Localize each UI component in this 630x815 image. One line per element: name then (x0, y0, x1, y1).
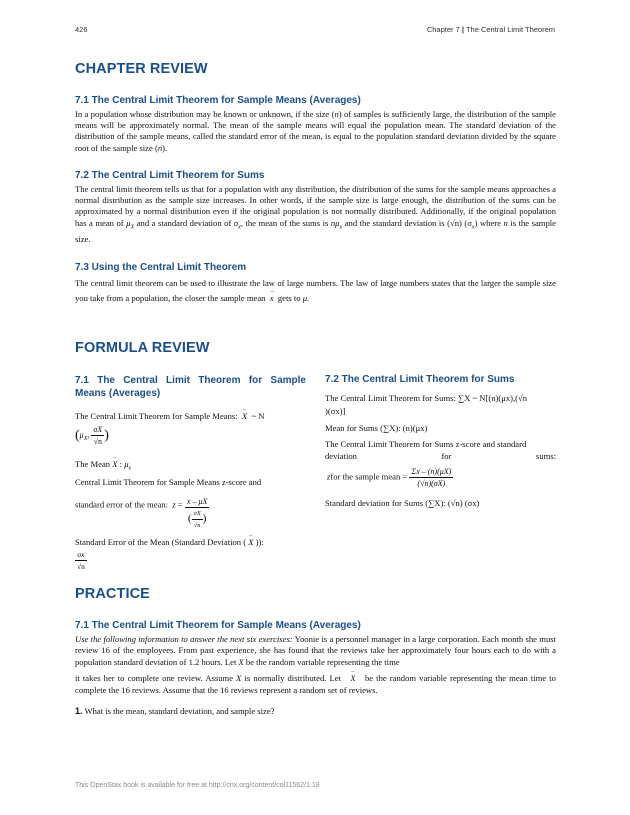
z-label-line1: Central Limit Theorem for Sample Means z-score and (75, 477, 262, 487)
cr72-line4: distributed. Additionally, if the original population has a mean of (75, 206, 556, 228)
cr72-mu2-sub: x (339, 224, 343, 231)
zsum-den: (√n)(σX) (417, 479, 446, 488)
zsum-for-sample: for the sample mean = (330, 471, 408, 482)
cr73-xbar: – x (270, 291, 274, 306)
cr73-line1: The central limit theorem can be used to illustrate the law of large numbers. The law of large numbers states that the larger (75, 278, 501, 288)
clt-means-mu: μ (79, 430, 84, 440)
cr71-line4b: ). (162, 142, 168, 153)
z-eq: = (177, 499, 183, 510)
zsum-num: Σx – (n)(μX) (411, 467, 452, 476)
se-frac (75, 549, 87, 572)
question-1-text: What is the mean, standard deviation, and sample size? (82, 706, 275, 716)
cr72-line4c: , the mean of the sums is (240, 217, 329, 228)
practice-heading: PRACTICE (75, 586, 150, 602)
formula-left-heading-l1: 7.1 The Central Limit Theorem for Sample (75, 375, 306, 386)
z-den-frac (192, 508, 203, 531)
mean-colon: : (119, 459, 123, 469)
cr71-line3: standard deviation of the distribution of the sample means, called the standard error of the mean, is equal to the population (75, 120, 556, 142)
cr71-line1: In a population whose distribution may be known or unknown, if the size ( (75, 109, 335, 119)
practice-7-1-heading: 7.1 The Central Limit Theorem for Sample Means (Averages) (75, 620, 361, 631)
running-header (427, 25, 555, 34)
cr71-line2: of the sample means will be approximately normal. The mean of the sample means will equal the population mean. The (75, 109, 556, 131)
se-value (75, 549, 87, 572)
clt-means-X: – X (242, 411, 247, 422)
footer-text: This OpenStax book is available for free at http://cnx.org/content/col11562/1.18 (75, 782, 320, 789)
zsum-label-line2 (325, 451, 556, 462)
practice-intro (75, 634, 556, 668)
cr72-line5d: x (471, 224, 475, 231)
cr71-n1: n (334, 109, 339, 119)
zsum-label-line1: The Central Limit Theorem for Sums z-score and standard (325, 439, 527, 449)
mean-mu: μ (124, 459, 129, 469)
cr73-line2b: gets to (277, 293, 303, 303)
clt-means-label: The Central Limit Theorem for Sample Means: (75, 411, 238, 421)
chapter-review-heading: CHAPTER REVIEW (75, 61, 208, 77)
clt-sums-formula-cont: )(σx)] (325, 406, 346, 416)
practice-intro-cont (75, 672, 556, 696)
cr72-mu-sub: X (130, 224, 135, 231)
question-1 (75, 706, 274, 717)
mean-formula (75, 459, 131, 475)
mean-mu-sub: x (128, 465, 132, 472)
se-num: σx (75, 549, 87, 561)
chapter-review-7-3-heading: 7.3 Using the Central Limit Theorem (75, 262, 247, 273)
clt-means-sigma-frac (91, 424, 104, 447)
z-num: x – μX (186, 497, 208, 506)
formula-right-heading: 7.2 The Central Limit Theorem for Sums (325, 374, 515, 385)
practice-line3a: four hours each to do with a population standard deviation of 1.2 hours. Let (75, 645, 556, 667)
cr71-line1b: ) of samples is sufficiently large, the distribution (338, 109, 507, 119)
z-symbol: z (172, 499, 176, 510)
z-formula (75, 496, 209, 531)
practice-line4b: is normally distributed. Let (241, 673, 341, 683)
cr72-line5b: and the standard deviation is (342, 217, 448, 228)
z-den-den: √n (193, 522, 201, 529)
clt-means-sigma-num: σX (93, 425, 103, 434)
chapter-review-7-2-heading: 7.2 The Central Limit Theorem for Sums (75, 170, 265, 181)
practice-line4-Xbar: – X (350, 672, 355, 684)
practice-line4-X: X (236, 673, 242, 683)
cr72-n: n (330, 217, 336, 228)
se-X: – X (248, 537, 253, 548)
practice-line3b: be the random variable representing the time (243, 656, 400, 667)
mean-label: The Mean (75, 459, 111, 469)
z-den: ( $\frac{\sigma X}{√n}$ ) (187, 510, 207, 529)
cr72-sigma-sub: x (238, 224, 241, 231)
cr72-line5g: is the sample size. (75, 217, 556, 244)
clt-means-formula (75, 411, 264, 422)
chapter-review-7-3-text (75, 276, 556, 306)
zsum-for: for (441, 451, 452, 461)
practice-line1: Yoonie is a personnel manager in a large corporation. Each (292, 634, 499, 644)
chapter-review-7-1-heading: 7.1 The Central Limit Theorem for Sample Means (Averages) (75, 95, 361, 106)
clt-means-params: ($\mu_X$, $\frac{\sigma X}{√n}$ ) (75, 425, 109, 446)
running-header-separator: | (461, 25, 464, 34)
z-label-line2: standard error of the mean: (75, 499, 169, 510)
cr72-sigma: σ (233, 217, 239, 228)
cr72-mu: μ (126, 217, 131, 228)
mean-sums-formula: Mean for Sums (∑X): (n)(μx) (325, 423, 428, 433)
clt-means-mu-sub: X (83, 435, 88, 442)
practice-line4c: be the random variable representing the mean (364, 673, 528, 683)
formula-left-heading-l2: Means (Averages) (75, 388, 161, 399)
cr72-mu2: μ (335, 217, 340, 228)
cr72-line4b: and a standard deviation of (134, 217, 234, 228)
question-1-number: 1. (75, 706, 83, 716)
practice-line3-X: X (238, 656, 244, 667)
chapter-review-7-2-text (75, 184, 556, 245)
formula-left-heading (75, 374, 306, 400)
cr72-line2: means approaches a normal distribution as the sample size increases. In other words, if the sample size is large enough, (75, 184, 556, 206)
se-label: Standard Error of the Mean (Standard Deviation ( (75, 537, 247, 547)
se-den: √n (77, 562, 85, 571)
practice-line5: time to complete the 16 reviews. Assume that the 16 reviews represent a random set of reviews. (75, 673, 556, 695)
running-header-chapter: Chapter 7 (426, 25, 460, 34)
cr72-line5f: n (503, 217, 508, 228)
cr72-line5e: ) where (474, 217, 504, 228)
cr73-line2a: the sample size you take from a population, the closer the sample mean (75, 278, 556, 303)
practice-line2: month she must review 16 of the employees. From past experience, she has found that the reviews take her approximately (75, 634, 556, 656)
cr71-n2: n (157, 142, 163, 153)
clt-means-sigma-den: √n (93, 437, 102, 446)
cr72-line3: the distribution of the sums can be approximated by a normal distribution even if the original population is not normally (75, 195, 557, 217)
z-frac (185, 496, 209, 531)
running-header-title: The Central Limit Theorem (465, 25, 555, 34)
zsum-z: z (327, 471, 331, 482)
practice-intro-italic: Use the following information to answer the next six exercises: (75, 634, 293, 644)
cr73-mu: μ (302, 293, 308, 303)
z-den-num: σX (192, 508, 203, 520)
sd-sums-formula: Standard deviation for Sums (∑X): (√n) (σx) (325, 498, 480, 508)
chapter-review-7-1-text (75, 109, 556, 154)
cr73-line2c: . (307, 293, 310, 303)
mean-X: – X (112, 459, 117, 470)
clt-sums-formula: The Central Limit Theorem for Sums: ∑X ~ N[(n)(μx),(√n (325, 393, 528, 403)
zsum-formula (327, 466, 453, 489)
zsum-deviation: deviation (325, 451, 357, 461)
practice-line4a: it takes her to complete one review. Assume (75, 673, 237, 683)
clt-means-dist: ~ N (251, 411, 265, 421)
cr72-line5c: (√n) (σ (447, 217, 472, 228)
se-formula (75, 537, 264, 548)
page-number: 426 (75, 25, 88, 34)
zsum-sums: sums: (535, 451, 556, 461)
cr71-line4: standard deviation divided by the square root of the sample size ( (75, 131, 556, 153)
se-end: )): (255, 537, 264, 547)
formula-review-heading: FORMULA REVIEW (75, 340, 210, 356)
zsum-frac (409, 466, 453, 489)
cr72-line1: The central limit theorem tells us that for a population with any distribution, the distribution of the sums for the sample (75, 184, 486, 194)
